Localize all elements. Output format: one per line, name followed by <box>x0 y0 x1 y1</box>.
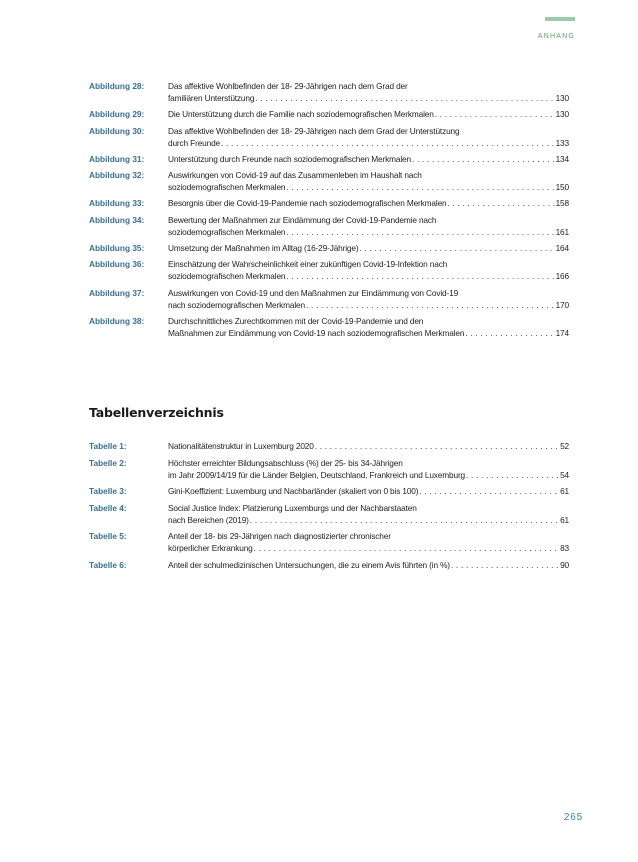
leader-dots <box>466 469 559 481</box>
figure-entry-label: Abbildung 29: <box>89 109 145 120</box>
leader-dots <box>221 137 555 149</box>
page-number: 265 <box>563 812 583 823</box>
leader-dots <box>254 542 559 554</box>
figure-entry-title-line: soziodemografischen Merkmalen <box>168 226 286 237</box>
leader-dots <box>286 181 554 193</box>
figure-entry-title-line: durch Freunde <box>168 137 221 148</box>
figure-entry-title <box>168 197 569 209</box>
table-entry[interactable] <box>89 559 569 571</box>
figure-entry-page-number: 174 <box>555 327 569 338</box>
figure-entry-label: Abbildung 36: <box>89 259 145 270</box>
table-entry-label: Tabelle 6: <box>89 559 127 570</box>
table-list <box>89 440 569 576</box>
leader-dots <box>451 559 559 571</box>
figure-entry-title <box>168 153 569 165</box>
table-entry-page-number: 54 <box>560 469 569 480</box>
table-entry[interactable] <box>89 502 569 526</box>
figure-entry-label: Abbildung 32: <box>89 170 145 181</box>
figure-entry-page-number: 164 <box>555 243 569 254</box>
figure-entry-title-line: Einschätzung der Wahrscheinlichkeit einer zukünftigen Covid-19-Infektion nach <box>168 259 448 270</box>
table-entry-title <box>168 559 569 571</box>
figure-entry[interactable] <box>89 169 569 193</box>
table-entry-title <box>168 485 569 497</box>
section-label: ANHANG <box>537 33 575 40</box>
figure-entry-page-number: 161 <box>555 226 569 237</box>
figure-entry-label: Abbildung 38: <box>89 315 145 326</box>
figure-entry-title <box>168 315 569 339</box>
table-entry-title-line: im Jahr 2009/14/19 für die Länder Belgien, Deutschland, Frankreich und Luxemburg <box>168 469 466 480</box>
figure-entry-title <box>168 169 569 193</box>
figure-entry-title <box>168 258 569 282</box>
figure-entry-page-number: 130 <box>555 109 569 120</box>
figure-entry-title-line: Durchschnittliches Zurechtkommen mit der Covid-19-Pandemie und den <box>168 315 424 326</box>
figure-entry-title-line: soziodemografischen Merkmalen <box>168 271 286 282</box>
leader-dots <box>465 327 554 339</box>
table-entry-page-number: 83 <box>560 543 569 554</box>
figure-entry[interactable] <box>89 108 569 120</box>
table-entry[interactable] <box>89 485 569 497</box>
figure-entry-label: Abbildung 31: <box>89 153 145 164</box>
header-accent-bar <box>545 17 575 21</box>
figure-entry-label: Abbildung 33: <box>89 198 145 209</box>
leader-dots <box>250 514 559 526</box>
table-entry-title-line: nach Bereichen (2019) <box>168 514 249 525</box>
leader-dots <box>419 485 559 497</box>
figure-entry-title-line: familiären Unterstützung <box>168 93 255 103</box>
figure-entry[interactable] <box>89 315 569 339</box>
figure-list <box>89 80 569 343</box>
figure-entry[interactable] <box>89 258 569 282</box>
table-entry-title-line: Gini-Koeffizient: Luxemburg und Nachbarländer (skaliert von 0 bis 100) <box>168 486 419 497</box>
figure-entry-title-line: Besorgnis über die Covid-19-Pandemie nach soziodemografischen Merkmalen <box>168 198 447 209</box>
figure-entry-label: Abbildung 37: <box>89 287 145 298</box>
figure-entry-title-line: Das affektive Wohlbefinden der 18- 29-Jährigen nach dem Grad der <box>168 81 408 91</box>
figure-entry-page-number: 130 <box>555 93 569 103</box>
figure-entry-title-line: Das affektive Wohlbefinden der 18- 29-Jährigen nach dem Grad der Unterstützung <box>168 125 460 136</box>
figure-entry-page-number: 134 <box>555 153 569 164</box>
figure-entry-label: Abbildung 30: <box>89 125 145 136</box>
table-entry-page-number: 90 <box>560 559 569 570</box>
table-entry-page-number: 61 <box>560 514 569 525</box>
figure-entry-page-number: 150 <box>555 182 569 193</box>
figure-entry-title-line: Bewertung der Maßnahmen zur Eindämmung der Covid-19-Pandemie nach <box>168 214 437 225</box>
figure-entry-title-line: soziodemografischen Merkmalen <box>168 182 286 193</box>
figure-entry-title <box>168 214 569 238</box>
figure-entry-label: Abbildung 34: <box>89 214 145 225</box>
leader-dots <box>435 108 555 120</box>
table-entry[interactable] <box>89 457 569 481</box>
leader-dots <box>412 153 555 165</box>
leader-dots <box>306 299 555 311</box>
figure-entry-title-line: Unterstützung durch Freunde nach soziodemografischen Merkmalen <box>168 153 411 164</box>
figure-entry-title-line: Auswirkungen von Covid-19 und den Maßnahmen zur Eindämmung von Covid-19 <box>168 287 459 298</box>
figure-entry-page-number: 170 <box>555 299 569 310</box>
table-entry-title-line: Höchster erreichter Bildungsabschluss (%) der 25- bis 34-Jährigen <box>168 457 403 468</box>
table-entry-title-line: Social Justice Index: Platzierung Luxemburgs und der Nachbarstaaten <box>168 502 417 513</box>
figure-entry[interactable] <box>89 242 569 254</box>
leader-dots <box>359 242 554 254</box>
table-entry-page-number: 52 <box>560 441 569 451</box>
leader-dots <box>286 226 554 238</box>
figure-entry-title-line: Umsetzung der Maßnahmen im Alltag (16-29-Jährige) <box>168 243 359 254</box>
figure-entry[interactable] <box>89 153 569 165</box>
figure-entry-title <box>168 125 569 149</box>
table-entry[interactable] <box>89 440 569 452</box>
figure-entry-title <box>168 108 569 120</box>
table-entry-title-line: Anteil der schulmedizinischen Untersuchungen, die zu einem Avis führten (in %) <box>168 559 450 570</box>
figure-entry-title <box>168 80 569 104</box>
table-entry-title-line: Nationalitätenstruktur in Luxemburg 2020 <box>168 441 314 451</box>
figure-entry-title-line: nach soziodemografischen Merkmalen <box>168 299 305 310</box>
leader-dots <box>315 440 559 452</box>
table-entry-title <box>168 440 569 452</box>
table-entry-title <box>168 530 569 554</box>
figure-entry-title <box>168 287 569 311</box>
table-entry-label: Tabelle 2: <box>89 457 127 468</box>
figure-entry[interactable] <box>89 214 569 238</box>
table-entry-title-line: körperlicher Erkrankung <box>168 543 253 554</box>
figure-entry[interactable] <box>89 287 569 311</box>
table-entry-label: Tabelle 4: <box>89 502 127 513</box>
leader-dots <box>448 197 555 209</box>
table-entry-title-line: Anteil der 18- bis 29-Jährigen nach diagnostizierter chronischer <box>168 531 391 542</box>
figure-entry-title-line: Maßnahmen zur Eindämmung von Covid-19 nach soziodemografischen Merkmalen <box>168 327 465 338</box>
table-entry-page-number: 61 <box>560 486 569 497</box>
figure-entry-title-line: Auswirkungen von Covid-19 auf das Zusammenleben im Haushalt nach <box>168 170 422 181</box>
figure-entry-page-number: 166 <box>555 271 569 282</box>
leader-dots <box>286 270 554 282</box>
figure-entry-label: Abbildung 35: <box>89 243 145 254</box>
figure-entry[interactable] <box>89 80 569 104</box>
figure-entry-title <box>168 242 569 254</box>
table-entry[interactable] <box>89 530 569 554</box>
table-entry-label: Tabelle 3: <box>89 486 127 497</box>
figure-entry-page-number: 133 <box>555 137 569 148</box>
figure-entry-label: Abbildung 28: <box>89 81 145 91</box>
leader-dots <box>255 92 554 104</box>
figure-entry[interactable] <box>89 125 569 149</box>
table-entry-title <box>168 502 569 526</box>
figure-entry[interactable] <box>89 197 569 209</box>
table-entry-label: Tabelle 5: <box>89 531 127 542</box>
table-entry-label: Tabelle 1: <box>89 441 127 451</box>
tables-heading: Tabellenverzeichnis <box>89 405 224 420</box>
table-entry-title <box>168 457 569 481</box>
figure-entry-title-line: Die Unterstützung durch die Familie nach soziodemografischen Merkmalen <box>168 109 434 120</box>
figure-entry-page-number: 158 <box>555 198 569 209</box>
